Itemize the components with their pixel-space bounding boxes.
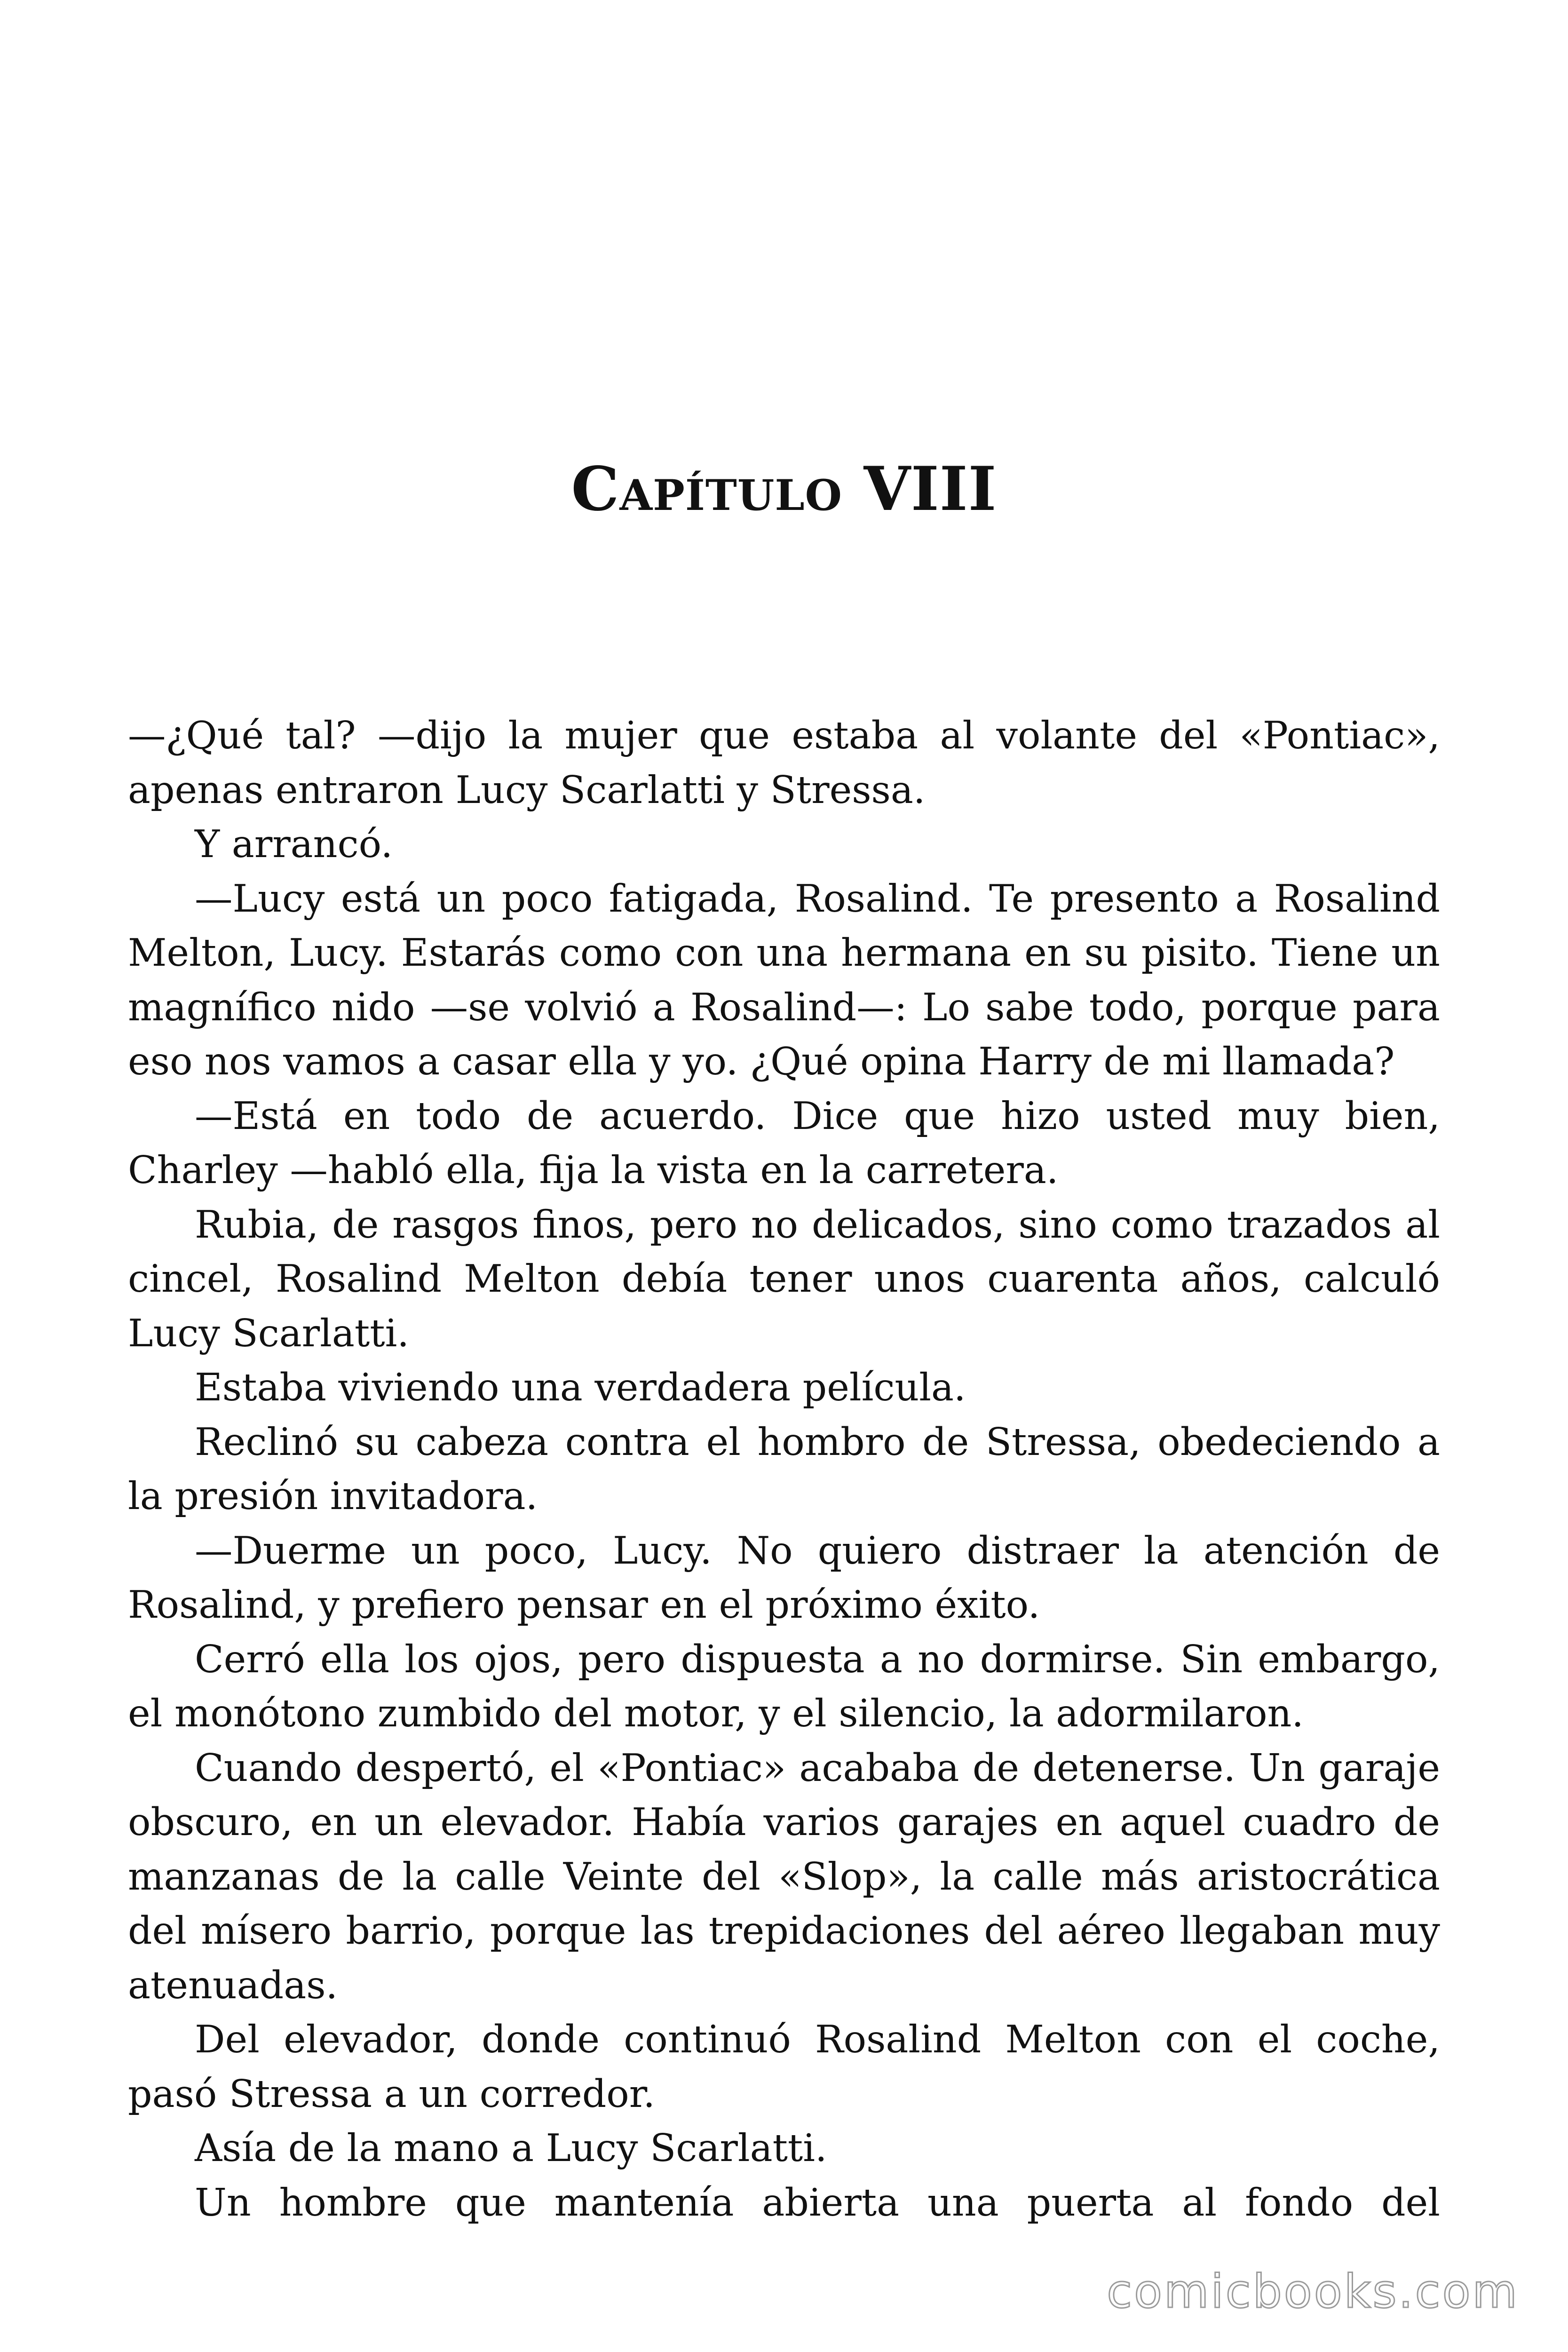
paragraph: Asía de la mano a Lucy Scarlatti. [195,2126,827,2170]
paragraph: —Lucy está un poco fatigada, Rosalind. Te presento a Rosalind Melton, Lucy. Estarás como con una hermana en su pisito. Tiene un magnífico nido —se volvió a Rosalind—: Lo sabe todo, porque para eso nos vamos a casar ella y yo. ¿Qué opina Harry de mi llamada? [128,876,1440,1083]
chapter-title [0,452,1568,527]
watermark: comicbooks.com [1107,2265,1519,2319]
paragraph: Del elevador, donde continuó Rosalind Melton con el coche, pasó Stressa a un corredor. [128,2017,1440,2116]
paragraph: Rubia, de rasgos finos, pero no delicados, sino como trazados al cincel, Rosalind Melton debía tener unos cuarenta años, calculó Lucy Scarlatti. [128,1202,1440,1355]
paragraph: —¿Qué tal? —dijo la mujer que estaba al volante del «Pontiac», apenas entraron Lucy Scarlatti y Stressa. [128,713,1440,812]
paragraph: —Duerme un poco, Lucy. No quiero distraer la atención de Rosalind, y prefiero pensar en el próximo éxito. [128,1528,1440,1627]
paragraph: —Está en todo de acuerdo. Dice que hizo usted muy bien, Charley —habló ella, fija la vista en la carretera. [128,1093,1440,1192]
chapter-body [128,708,1440,2230]
paragraph-last: Un hombre que mantenía abierta una puerta al fondo del [195,2180,1440,2225]
paragraph: Estaba viviendo una verdadera película. [195,1365,966,1409]
chapter-title-text: Capítulo VIII [571,454,997,524]
paragraph: Y arrancó. [195,822,393,866]
paragraph: Cerró ella los ojos, pero dispuesta a no dormirse. Sin embargo, el monótono zumbido del motor, y el silencio, la adormilaron. [128,1637,1440,1735]
paragraph: Cuando despertó, el «Pontiac» acababa de detenerse. Un garaje obscuro, en un elevador. Había varios garajes en aquel cuadro de manzanas de la calle Veinte del «Slop», la calle más aristocrática del mísero barrio, porque las trepidaciones del aéreo llegaban muy atenuadas. [128,1745,1440,2007]
paragraph: Reclinó su cabeza contra el hombro de Stressa, obedeciendo a la presión invitadora. [128,1419,1440,1518]
